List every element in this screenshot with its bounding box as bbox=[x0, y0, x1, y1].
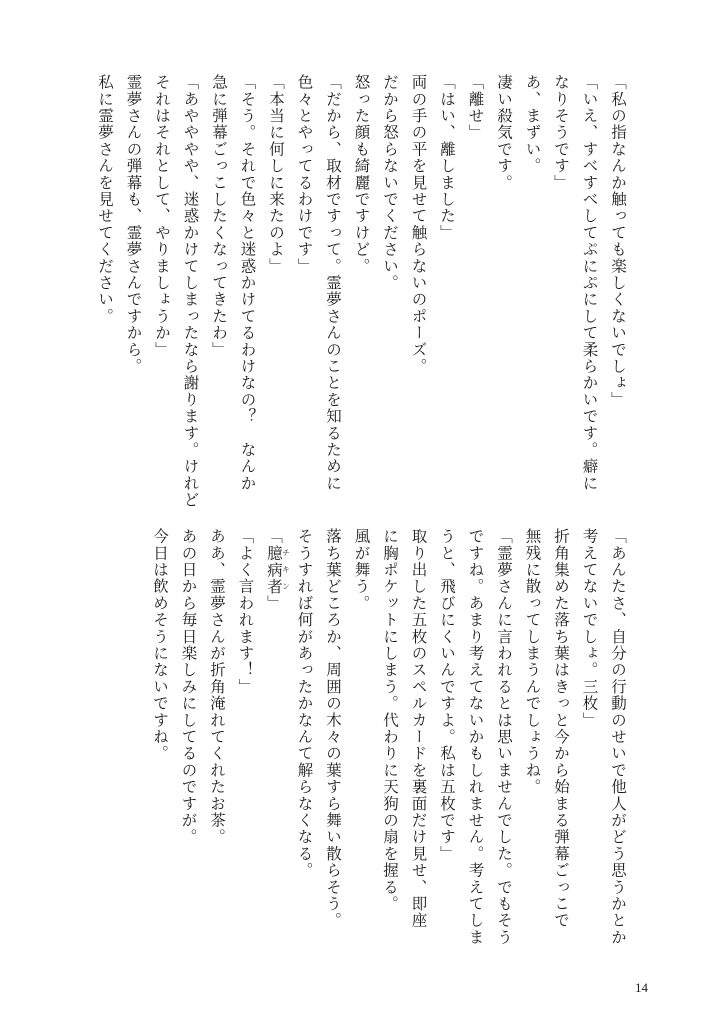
text-line: 取り出した五枚のスペルカードを裏面だけ見せ、即座 bbox=[409, 528, 428, 929]
text-line: 「あんたさ、自分の行動のせいで他人がどう思うかとか bbox=[609, 528, 627, 946]
ruby-reading: チキン bbox=[281, 544, 291, 595]
text-line: 「あやややや、迷惑かけてしまったなら謝ります。けれど bbox=[181, 74, 200, 509]
text-line: 「よく言われます！」 bbox=[236, 528, 255, 695]
text-line-ruby: 「臆病者チキン」 bbox=[265, 528, 291, 612]
text-line: 私に霊夢さんを見せてください。 bbox=[96, 74, 114, 325]
text-line: なりそうです」 bbox=[552, 74, 570, 191]
text-line: 両の手の平を見せて触らないのポーズ。 bbox=[409, 74, 428, 375]
text-line: 「だから、取材ですって。霊夢さんのことを知るために bbox=[324, 74, 342, 492]
text-line: 無残に散ってしまうんでしょうね。 bbox=[523, 528, 542, 796]
text-line: 「霊夢さんに言われるとは思いませんでした。でもそう bbox=[495, 528, 513, 946]
text-line: 折角集めた落ち葉はきっと今から始まる弾幕ごっこで bbox=[552, 528, 570, 929]
text-line: 凄い殺気です。 bbox=[495, 74, 513, 191]
text-line: に胸ポケットにしまう。代わりに天狗の扇を握る。 bbox=[381, 528, 399, 913]
text-line: 「いえ、すべすべしてぷにぷにして柔らかいです。癖に bbox=[580, 74, 599, 492]
text-line: ですね。あまり考えてないかもしれません。考えてしま bbox=[466, 528, 485, 946]
text-line: 怒った顔も綺麗ですけど。 bbox=[352, 74, 371, 275]
text-line: 「はい、離しました」 bbox=[438, 74, 456, 241]
text-line: 「私の指なんか触っても楽しくないでしょ」 bbox=[609, 74, 627, 408]
text-line: あ、まずい。 bbox=[523, 74, 542, 175]
page-number: 14 bbox=[635, 980, 648, 995]
text-line: 「離せ」 bbox=[466, 74, 485, 141]
text-line: 「そう。それで色々と迷惑かけてるわけなの？ なんか bbox=[238, 74, 257, 492]
text-line: 急に弾幕ごっこしたくなってきたわ」 bbox=[210, 74, 228, 358]
text-line: 考えてないでしょ。三枚」 bbox=[580, 528, 599, 729]
text-line: うと、飛びにくいんですよ。私は五枚です」 bbox=[438, 528, 456, 862]
ruby-base: 臆病者 bbox=[265, 544, 283, 595]
text-line: 風が舞う。 bbox=[352, 528, 371, 612]
text-block-top bbox=[91, 74, 633, 509]
text-line: それはそれとして、やりましょうか」 bbox=[153, 74, 171, 358]
text-line: 「本当に何しに来たのよ」 bbox=[267, 74, 285, 275]
text-block-bottom bbox=[146, 528, 633, 948]
text-line: だから怒らないでください。 bbox=[381, 74, 399, 292]
text-line: 色々とやってるわけです」 bbox=[295, 74, 314, 275]
text-line: 落ち葉どころか、周囲の木々の葉すら舞い散らそう。 bbox=[324, 528, 342, 929]
text-line: ああ、霊夢さんが折角淹れてくれたお茶。 bbox=[208, 528, 226, 846]
text-line: そうすれば何があったかなんて解らなくなる。 bbox=[295, 528, 314, 879]
text-line: 今日は飲めそうにないですね。 bbox=[151, 528, 169, 762]
ruby-word bbox=[265, 544, 291, 595]
text-line: 霊夢さんの弾幕も、霊夢さんですから。 bbox=[124, 74, 143, 375]
text-line: あの日から毎日楽しみにしてるのですが。 bbox=[179, 528, 198, 846]
